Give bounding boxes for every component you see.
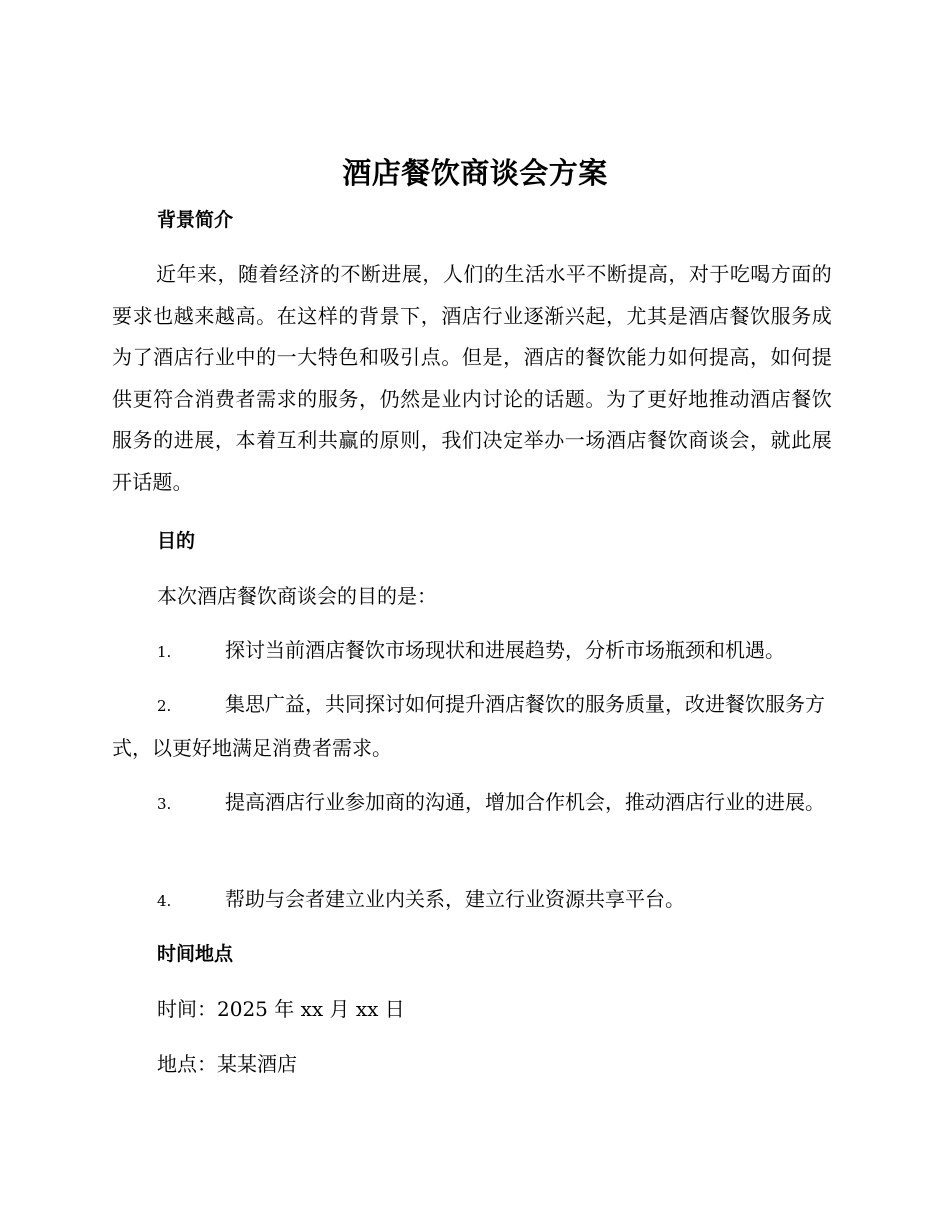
purpose-item-number: 4.	[157, 892, 172, 910]
purpose-item-text: 探讨当前酒店餐饮市场现状和进展趋势，分析市场瓶颈和机遇。	[225, 638, 785, 662]
event-place: 地点：某某酒店	[157, 1052, 297, 1076]
purpose-item-1	[112, 630, 832, 674]
section-heading-purpose: 目的	[157, 530, 196, 552]
section-heading-background: 背景简介	[157, 209, 234, 231]
purpose-item-3	[112, 782, 832, 826]
purpose-intro: 本次酒店餐饮商谈会的目的是：	[157, 584, 437, 608]
section-heading-time-place: 时间地点	[157, 943, 234, 965]
purpose-item-text: 集思广益，共同探讨如何提升酒店餐饮的服务质量，改进餐饮服务方式，以更好地满足消费者需求。	[112, 692, 825, 760]
purpose-item-text: 提高酒店行业参加商的沟通，增加合作机会，推动酒店行业的进展。	[225, 790, 825, 814]
purpose-item-number: 3.	[157, 795, 172, 813]
purpose-item-text: 帮助与会者建立业内关系，建立行业资源共享平台。	[225, 887, 685, 911]
purpose-item-4	[112, 879, 832, 923]
event-time: 时间：2025 年 xx 月 xx 日	[157, 997, 405, 1021]
purpose-item-number: 1.	[157, 643, 172, 661]
background-paragraph: 近年来，随着经济的不断进展，人们的生活水平不断提高，对于吃喝方面的要求也越来越高。在这样的背景下，酒店行业逐渐兴起，尤其是酒店餐饮服务成为了酒店行业中的一大特色和吸引点。但是，酒店的餐饮能力如何提高，如何提供更符合消费者需求的服务，仍然是业内讨论的话题。为了更好地推动酒店餐饮服务的进展，本着互利共赢的原则，我们决定举办一场酒店餐饮商谈会，就此展开话题。	[112, 262, 832, 494]
document-title: 酒店餐饮商谈会方案	[342, 156, 608, 190]
purpose-item-2	[112, 684, 832, 769]
purpose-item-number: 2.	[157, 697, 172, 715]
